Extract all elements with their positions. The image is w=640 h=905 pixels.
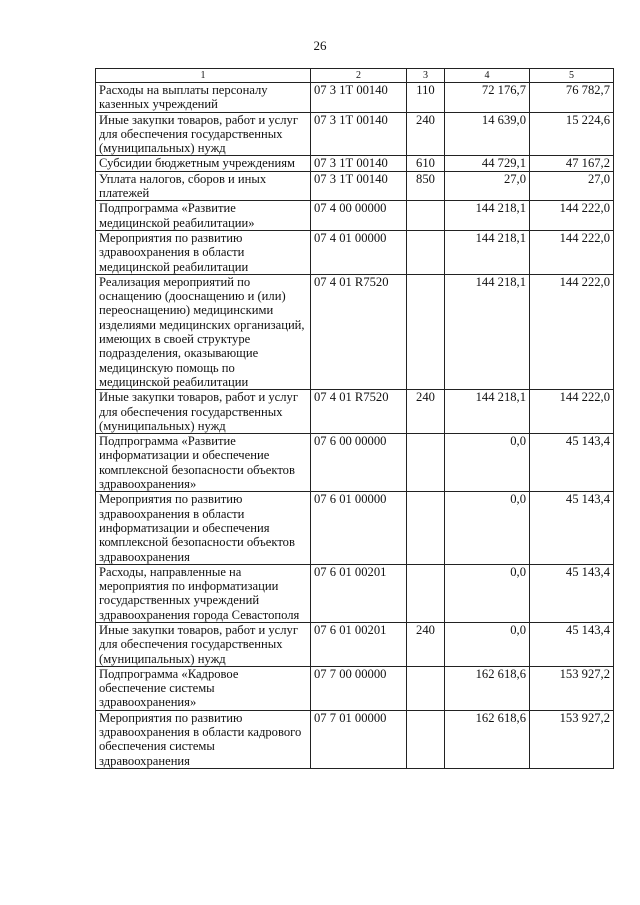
row-sum-1-cell: 144 218,1	[445, 201, 530, 231]
row-vr-cell	[407, 564, 445, 622]
row-sum-1-cell: 144 218,1	[445, 230, 530, 274]
row-vr-cell	[407, 230, 445, 274]
row-code-cell: 07 3 1Т 00140	[311, 171, 407, 201]
row-code-cell: 07 6 01 00000	[311, 492, 407, 564]
column-header-code: 2	[311, 69, 407, 83]
table-row	[96, 156, 614, 171]
row-code-cell: 07 4 01 R7520	[311, 274, 407, 389]
row-sum-1-cell: 27,0	[445, 171, 530, 201]
row-name-cell: Подпрограмма «Развитие медицинской реабилитации»	[96, 201, 311, 231]
row-code-cell: 07 4 00 00000	[311, 201, 407, 231]
row-sum-2-cell: 45 143,4	[530, 622, 614, 666]
row-code-cell: 07 3 1Т 00140	[311, 156, 407, 171]
row-sum-2-cell: 144 222,0	[530, 230, 614, 274]
row-name-cell: Расходы, направленные на мероприятия по информатизации государственных учреждений здравоохранения города Севастополя	[96, 564, 311, 622]
row-name-cell: Подпрограмма «Кадровое обеспечение системы здравоохранения»	[96, 666, 311, 710]
table-row	[96, 112, 614, 156]
row-code-cell: 07 6 01 00201	[311, 564, 407, 622]
table-row	[96, 390, 614, 434]
column-header-sum-2: 5	[530, 69, 614, 83]
row-sum-1-cell: 144 218,1	[445, 390, 530, 434]
row-sum-2-cell: 153 927,2	[530, 666, 614, 710]
row-sum-2-cell: 76 782,7	[530, 83, 614, 113]
row-code-cell: 07 7 00 00000	[311, 666, 407, 710]
row-sum-1-cell: 0,0	[445, 622, 530, 666]
table-row	[96, 274, 614, 389]
row-sum-2-cell: 144 222,0	[530, 274, 614, 389]
row-vr-cell: 110	[407, 83, 445, 113]
row-sum-1-cell: 162 618,6	[445, 710, 530, 768]
row-vr-cell	[407, 710, 445, 768]
row-sum-1-cell: 72 176,7	[445, 83, 530, 113]
row-code-cell: 07 4 01 00000	[311, 230, 407, 274]
row-sum-1-cell: 162 618,6	[445, 666, 530, 710]
row-name-cell: Расходы на выплаты персоналу казенных учреждений	[96, 83, 311, 113]
row-name-cell: Реализация мероприятий по оснащению (дооснащению и (или) переоснащению) медицинскими изделиями медицинских организаций, имеющих в своей структуре подразделения, оказывающие медицинскую помощь по медицинской реабилитации	[96, 274, 311, 389]
row-sum-2-cell: 47 167,2	[530, 156, 614, 171]
row-name-cell: Субсидии бюджетным учреждениям	[96, 156, 311, 171]
row-code-cell: 07 3 1Т 00140	[311, 83, 407, 113]
row-code-cell: 07 6 00 00000	[311, 434, 407, 492]
row-name-cell: Иные закупки товаров, работ и услуг для обеспечения государственных (муниципальных) нужд	[96, 622, 311, 666]
row-sum-1-cell: 0,0	[445, 564, 530, 622]
table-row	[96, 83, 614, 113]
row-code-cell: 07 7 01 00000	[311, 710, 407, 768]
row-code-cell: 07 3 1Т 00140	[311, 112, 407, 156]
row-sum-2-cell: 27,0	[530, 171, 614, 201]
row-name-cell: Иные закупки товаров, работ и услуг для обеспечения государственных (муниципальных) нужд	[96, 112, 311, 156]
row-vr-cell: 850	[407, 171, 445, 201]
row-sum-2-cell: 15 224,6	[530, 112, 614, 156]
row-sum-2-cell: 153 927,2	[530, 710, 614, 768]
column-header-vr: 3	[407, 69, 445, 83]
row-name-cell: Уплата налогов, сборов и иных платежей	[96, 171, 311, 201]
budget-table	[95, 68, 614, 769]
table-row	[96, 492, 614, 564]
row-vr-cell: 240	[407, 112, 445, 156]
row-vr-cell	[407, 274, 445, 389]
row-sum-1-cell: 14 639,0	[445, 112, 530, 156]
row-code-cell: 07 4 01 R7520	[311, 390, 407, 434]
row-sum-2-cell: 144 222,0	[530, 390, 614, 434]
table-row	[96, 622, 614, 666]
row-vr-cell	[407, 666, 445, 710]
row-vr-cell	[407, 434, 445, 492]
row-sum-2-cell: 45 143,4	[530, 492, 614, 564]
table-row	[96, 171, 614, 201]
row-name-cell: Мероприятия по развитию здравоохранения в области медицинской реабилитации	[96, 230, 311, 274]
row-sum-1-cell: 44 729,1	[445, 156, 530, 171]
row-vr-cell	[407, 201, 445, 231]
page-number: 26	[313, 38, 327, 53]
row-name-cell: Мероприятия по развитию здравоохранения в области кадрового обеспечения системы здравоохранения	[96, 710, 311, 768]
row-name-cell: Подпрограмма «Развитие информатизации и обеспечение комплексной безопасности объектов здравоохранения»	[96, 434, 311, 492]
table-row	[96, 710, 614, 768]
row-sum-1-cell: 0,0	[445, 434, 530, 492]
header-row	[96, 69, 614, 83]
row-name-cell: Иные закупки товаров, работ и услуг для обеспечения государственных (муниципальных) нужд	[96, 390, 311, 434]
column-header-name: 1	[96, 69, 311, 83]
row-sum-1-cell: 0,0	[445, 492, 530, 564]
table-row	[96, 564, 614, 622]
row-vr-cell	[407, 492, 445, 564]
row-sum-1-cell: 144 218,1	[445, 274, 530, 389]
table-row	[96, 434, 614, 492]
row-sum-2-cell: 144 222,0	[530, 201, 614, 231]
row-name-cell: Мероприятия по развитию здравоохранения в области информатизации и обеспечения комплексной безопасности объектов здравоохранения	[96, 492, 311, 564]
column-header-sum-1: 4	[445, 69, 530, 83]
row-sum-2-cell: 45 143,4	[530, 564, 614, 622]
row-vr-cell: 610	[407, 156, 445, 171]
table-row	[96, 230, 614, 274]
table-row	[96, 201, 614, 231]
row-code-cell: 07 6 01 00201	[311, 622, 407, 666]
table-row	[96, 666, 614, 710]
row-vr-cell: 240	[407, 622, 445, 666]
row-sum-2-cell: 45 143,4	[530, 434, 614, 492]
row-vr-cell: 240	[407, 390, 445, 434]
